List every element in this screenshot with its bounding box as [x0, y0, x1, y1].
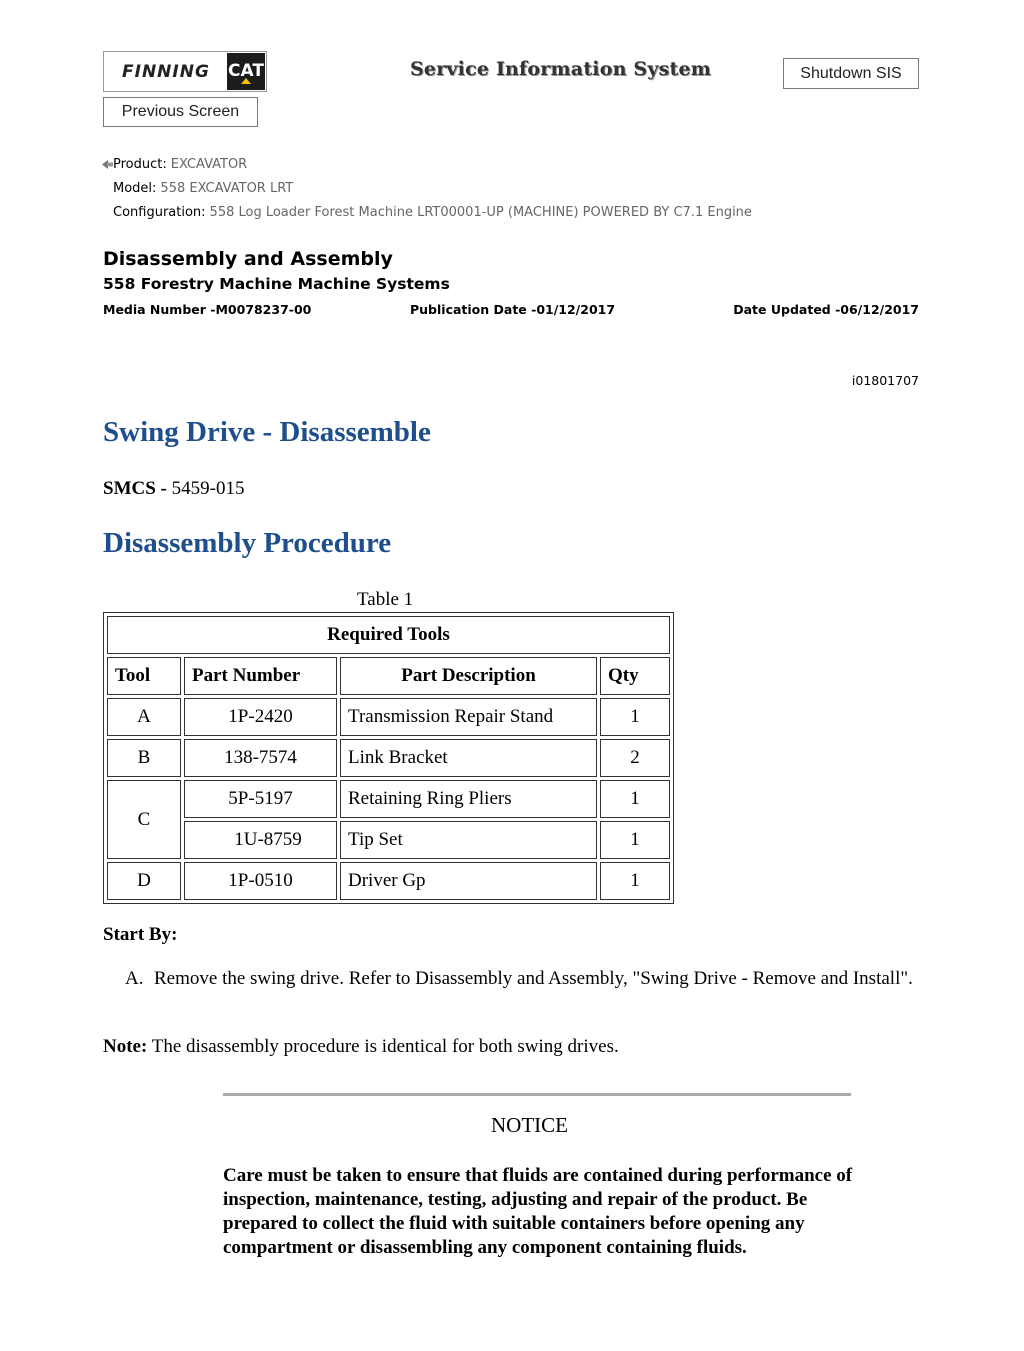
product-label: Product:	[113, 157, 167, 172]
shutdown-sis-button[interactable]: Shutdown SIS	[783, 58, 919, 89]
step-text: Remove the swing drive. Refer to Disassembly and Assembly, "Swing Drive - Remove and Install".	[154, 968, 913, 989]
tool-cell: D	[107, 862, 181, 900]
smcs-value: 5459-015	[171, 478, 245, 499]
notice-title: NOTICE	[491, 1113, 568, 1137]
start-by-label: Start By:	[103, 924, 178, 945]
smcs-code	[103, 478, 244, 500]
model-info	[113, 181, 293, 196]
table-title: Required Tools	[107, 616, 670, 654]
notice-body: Care must be taken to ensure that fluids are contained during performance of inspection, maintenance, testing, adjusting and repair of the product. Be prepared to collect the fluid with suitable containers before opening any compartment or disassembling any component containing fluids.	[223, 1165, 853, 1258]
page-heading: Swing Drive - Disassemble	[103, 416, 431, 448]
smcs-label: SMCS -	[103, 478, 167, 499]
system-title: Service Information System	[410, 58, 712, 80]
part-number-cell: 138-7574	[184, 739, 337, 777]
model-value: 558 EXCAVATOR LRT	[160, 181, 294, 196]
cat-triangle-icon	[241, 78, 251, 84]
product-info	[113, 157, 247, 172]
media-number: Media Number -M0078237-00	[103, 302, 312, 317]
model-label: Model:	[113, 181, 157, 196]
qty-cell: 2	[600, 739, 670, 777]
cat-logo-text: CAT	[228, 61, 264, 81]
description-cell: Link Bracket	[340, 739, 597, 777]
description-cell: Driver Gp	[340, 862, 597, 900]
note	[103, 1036, 619, 1058]
date-updated: Date Updated -06/12/2017	[733, 302, 919, 317]
qty-cell: 1	[600, 698, 670, 736]
cat-logo	[227, 53, 265, 90]
tool-cell: B	[107, 739, 181, 777]
part-number-cell: 1P-0510	[184, 862, 337, 900]
back-arrow-icon[interactable]	[102, 159, 113, 170]
column-header-part-number: Part Number	[184, 657, 337, 695]
part-number-cell: 5P-5197	[184, 780, 337, 818]
note-text: The disassembly procedure is identical for both swing drives.	[151, 1036, 619, 1057]
table-row	[107, 698, 670, 736]
start-by-step	[125, 967, 925, 991]
qty-cell: 1	[600, 780, 670, 818]
required-tools-table	[103, 612, 674, 904]
description-cell: Retaining Ring Pliers	[340, 780, 597, 818]
part-number-cell: 1U-8759	[184, 821, 337, 859]
column-header-qty: Qty	[600, 657, 670, 695]
table-row	[107, 862, 670, 900]
description-cell: Transmission Repair Stand	[340, 698, 597, 736]
column-header-tool: Tool	[107, 657, 181, 695]
configuration-info	[113, 205, 752, 220]
note-label: Note:	[103, 1036, 148, 1057]
configuration-label: Configuration:	[113, 205, 206, 220]
document-id: i01801707	[851, 373, 919, 388]
finning-cat-logo	[103, 51, 267, 92]
tool-cell: C	[107, 780, 181, 859]
product-value: EXCAVATOR	[170, 157, 248, 172]
finning-logo-text: FINNING	[122, 62, 210, 82]
configuration-value: 558 Log Loader Forest Machine LRT00001-UP (MACHINE) POWERED BY C7.1 Engine	[209, 205, 752, 220]
document-subtitle: 558 Forestry Machine Machine Systems	[103, 275, 450, 293]
table-row	[107, 821, 670, 859]
publication-date: Publication Date -01/12/2017	[410, 302, 616, 317]
document-title: Disassembly and Assembly	[103, 248, 393, 270]
notice-divider	[223, 1093, 851, 1096]
table-caption: Table 1	[357, 589, 414, 610]
qty-cell: 1	[600, 862, 670, 900]
previous-screen-button[interactable]: Previous Screen	[103, 97, 258, 127]
procedure-heading: Disassembly Procedure	[103, 527, 392, 559]
qty-cell: 1	[600, 821, 670, 859]
column-header-part-description: Part Description	[340, 657, 597, 695]
part-number-cell: 1P-2420	[184, 698, 337, 736]
description-cell: Tip Set	[340, 821, 597, 859]
step-marker: A.	[125, 968, 144, 989]
table-row	[107, 780, 670, 818]
tool-cell: A	[107, 698, 181, 736]
table-row	[107, 739, 670, 777]
